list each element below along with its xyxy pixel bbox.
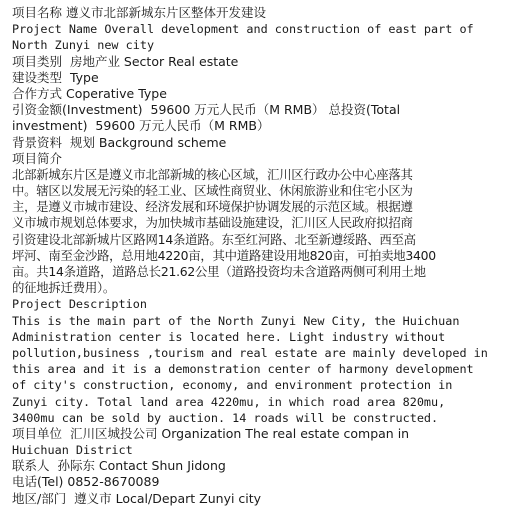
intro-cn-line: 引资建设北部新城片区路网14条道路。东至红河路、北至新遵绥路、西至高	[12, 231, 416, 247]
cooperation-mode: 合作方式 Coperative Type	[12, 85, 167, 101]
description-en-line: pollution,business ,tourism and real estate are mainly developed in	[12, 345, 488, 360]
investment-line-2: investment) 59600 万元人民币（M RMB）	[12, 118, 270, 134]
description-en-line: 3400mu can be sold by auction. 14 roads will be constructed.	[12, 410, 439, 425]
telephone: 电话(Tel) 0852-8670089	[12, 474, 160, 490]
intro-cn-line: 的征地拆迁费用）。	[12, 280, 116, 296]
project-name-en-line-2: North Zunyi new city	[12, 38, 155, 53]
project-name-cn: 项目名称 遵义市北部新城东片区整体开发建设	[12, 5, 266, 20]
intro-cn-line: 坪河、南至金沙路，总用地4220亩，其中道路建设用地820亩，可拍卖地3400	[12, 247, 436, 263]
description-en-line: Administration center is located here. Light industry without	[12, 329, 446, 344]
intro-cn-line: 义市城市规划总体要求，为加快城市基础设施建设，汇川区人民政府拟招商	[12, 215, 413, 231]
description-en-line: of city's construction, economy, and environment protection in	[12, 378, 453, 393]
intro-heading: 项目简介	[12, 150, 63, 166]
intro-cn-line: 中。辖区以发展无污染的轻工业、区域性商贸业、休闲旅游业和住宅小区为	[12, 183, 413, 199]
intro-cn-line: 亩。共14条道路，道路总长21.62公里（道路投资均未含道路两侧可利用土地	[12, 264, 426, 279]
organization-line-2: Huichuan District	[12, 443, 133, 458]
investment-line-1: 引资金额(Investment) 59600 万元人民币（M RMB） 总投资(Total	[12, 102, 401, 118]
project-category: 项目类别 房地产业 Sector Real estate	[12, 53, 239, 69]
construction-type: 建设类型 Type	[12, 69, 99, 85]
contact-person: 联系人 孙际东 Contact Shun Jidong	[12, 458, 226, 474]
intro-cn-line: 北部新城东片区是遵义市北部新城的核心区域，汇川区行政办公中心座落其	[12, 166, 413, 182]
description-en-line: Zunyi city. Total land area 4220mu, in which road area 820mu,	[12, 394, 446, 409]
description-en-line: this area and it is a demonstration center of harmony development	[12, 362, 474, 377]
project-name-en-line-1: Project Name Overall development and construction of east part of	[12, 22, 474, 37]
background-info: 背景资料 规划 Background scheme	[12, 134, 227, 150]
description-heading: Project Description	[12, 297, 147, 312]
description-en-line: This is the main part of the North Zunyi New City, the Huichuan	[12, 313, 460, 328]
organization-line-1: 项目单位 汇川区城投公司 Organization The real estate compan in	[12, 425, 410, 441]
intro-cn-line: 主，是遵义市城市建设、经济发展和环境保护协调发展的示范区域。根据遵	[12, 199, 413, 215]
locale-department: 地区/部门 遵义市 Local/Depart Zunyi city	[12, 490, 262, 506]
